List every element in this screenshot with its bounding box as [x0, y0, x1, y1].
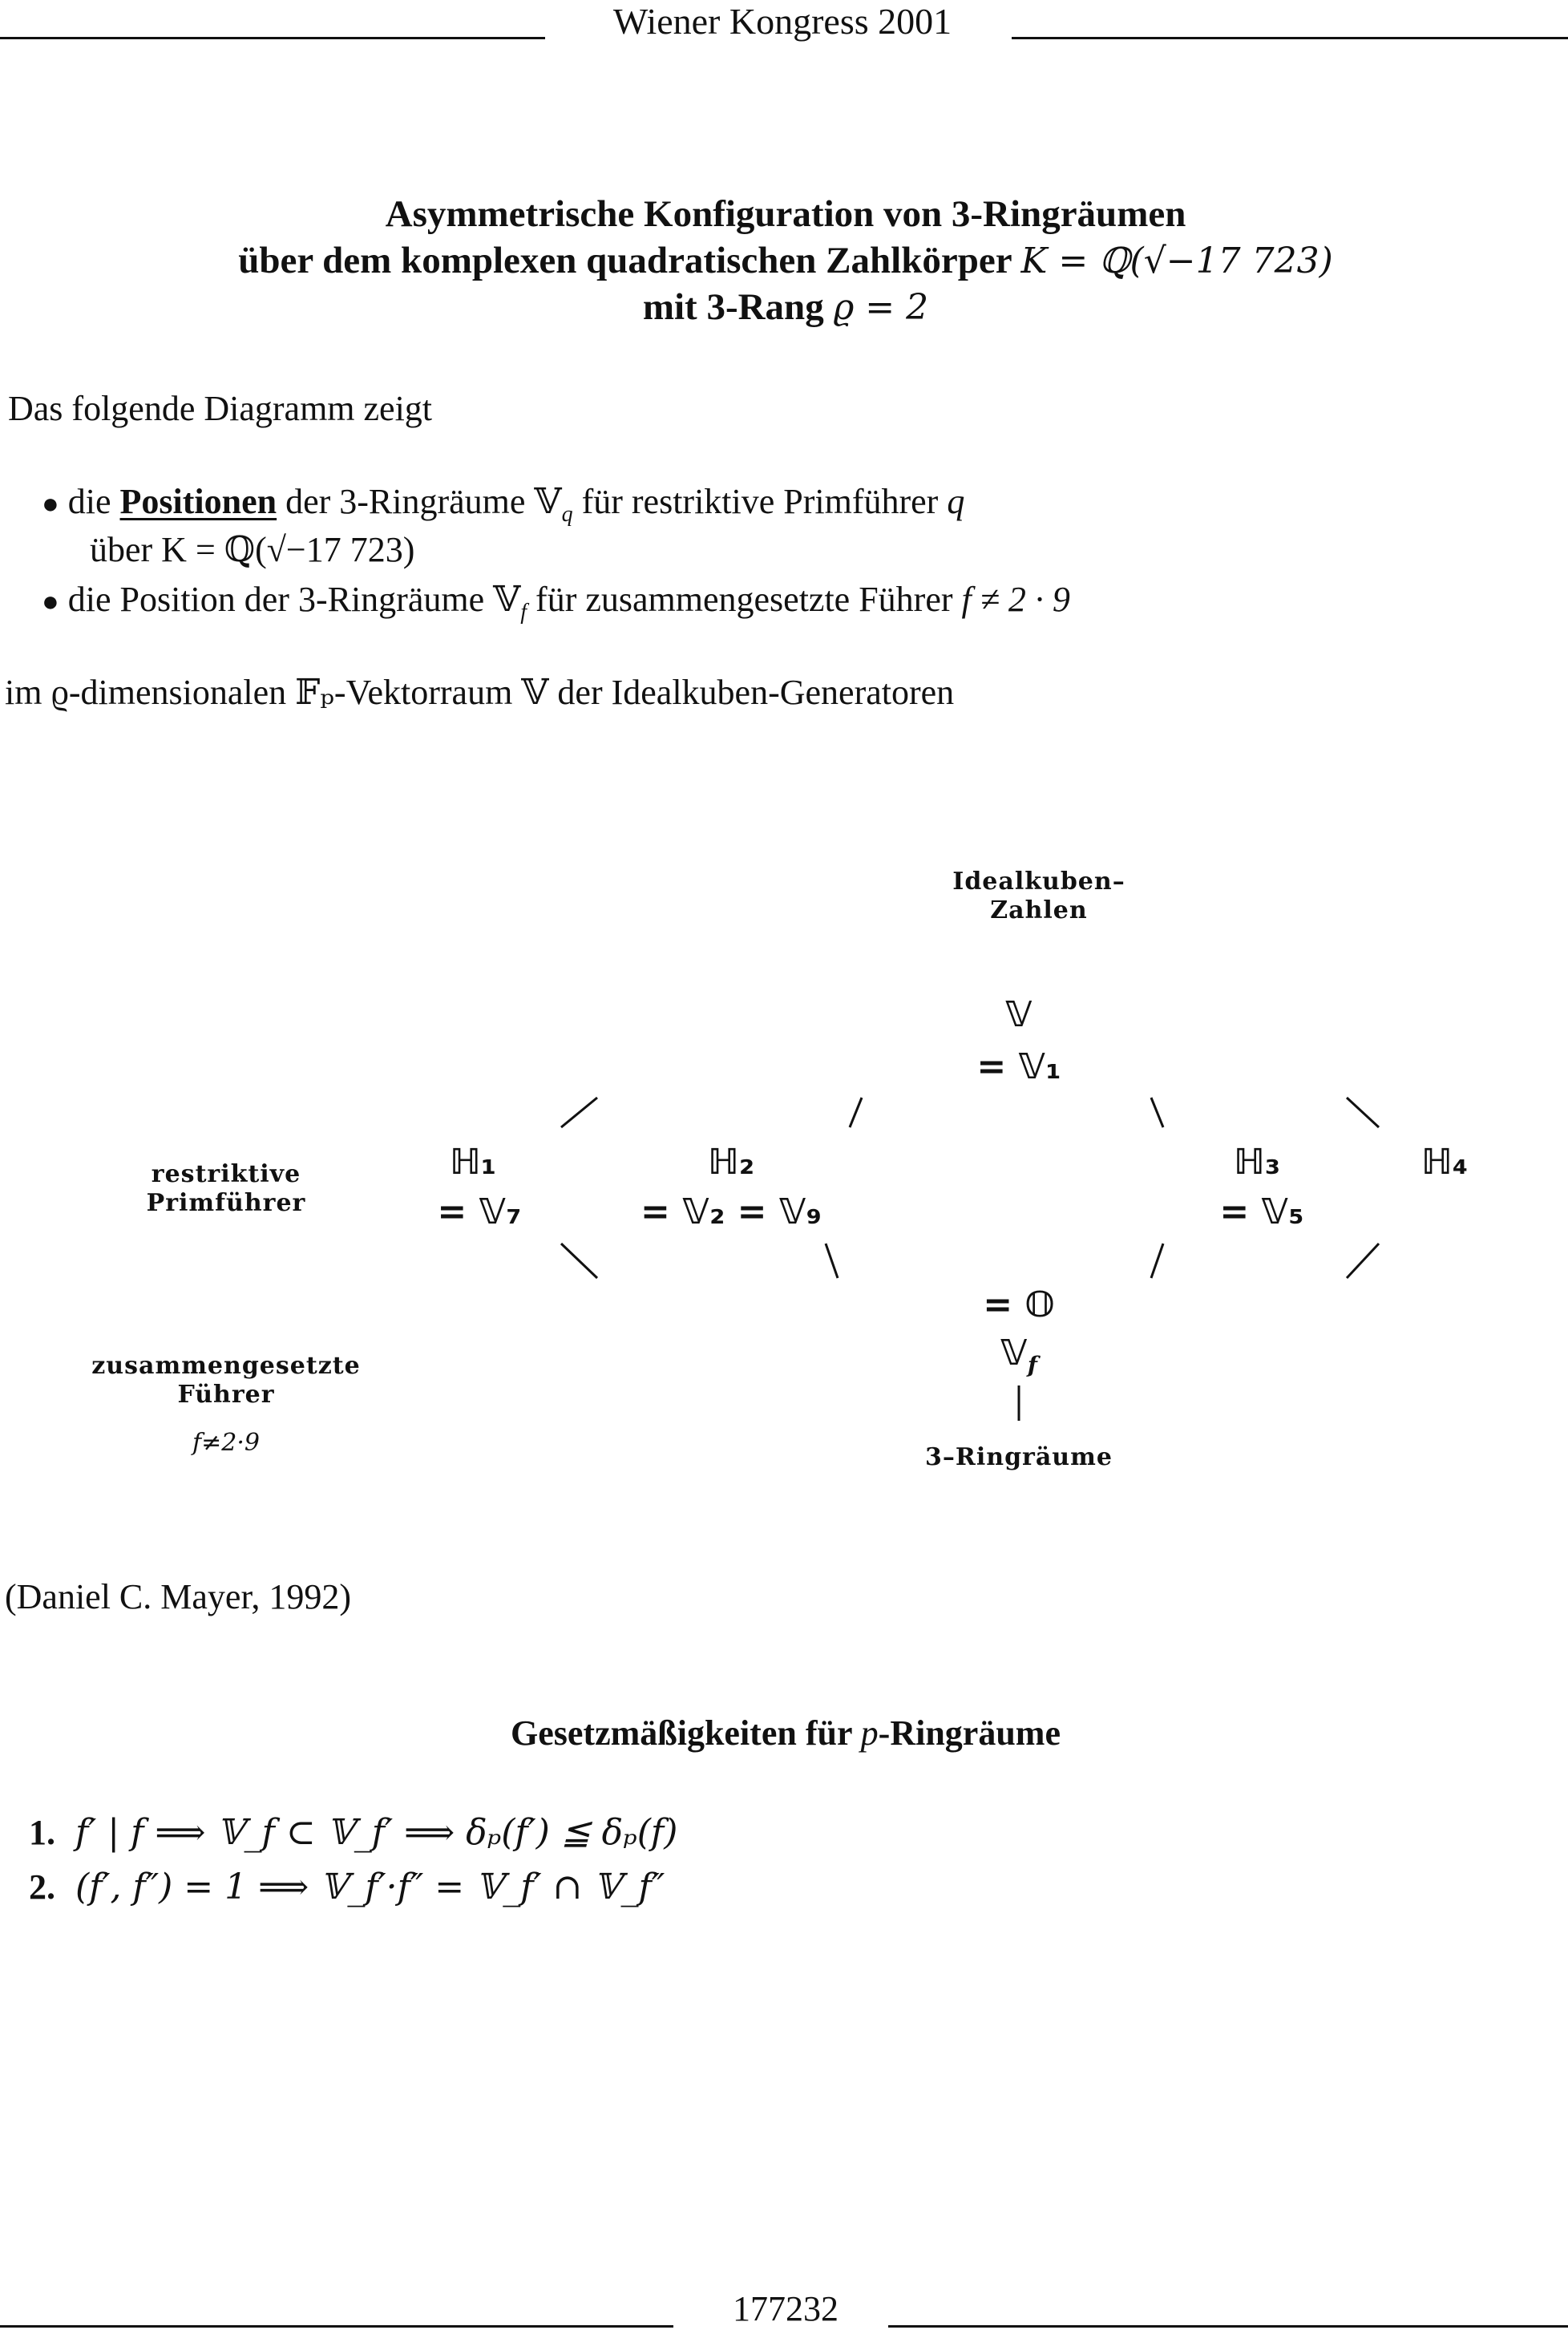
edge-V1-to-H3: [1151, 1098, 1163, 1127]
label-restriktive: restriktive Primführer: [146, 1160, 306, 1217]
edge-O-to-H3: [1151, 1244, 1163, 1278]
intro-text: Das folgende Diagramm zeigt: [8, 389, 433, 428]
law-item-2: 2. (f′, f″) = 1 ⟹ 𝕍_f′·f″ = 𝕍_f′ ∩ 𝕍_f″: [29, 1867, 665, 1907]
node-V-top: 𝕍: [1005, 994, 1033, 1035]
node-V1: = 𝕍₁: [976, 1046, 1061, 1087]
edge-H2-down: [826, 1244, 838, 1278]
page-number: 177232: [733, 2289, 839, 2328]
bullet-1: ● die Positionen der 3-Ringräume 𝕍$_q$ für restriktive Primführer q: [42, 482, 965, 527]
header-title: Wiener Kongress 2001: [612, 1, 952, 42]
attribution: (Daniel C. Mayer, 1992): [5, 1577, 352, 1616]
title-line2: über dem komplexen quadratischen Zahlkörper K = ℚ(√−17 723): [238, 240, 1333, 281]
laws-title: Gesetzmäßigkeiten für p-Ringräume: [511, 1713, 1061, 1753]
title-line1: Asymmetrische Konfiguration von 3-Ringräumen: [385, 193, 1186, 235]
edge-H1-down: [561, 1244, 597, 1278]
label-f-neq: f≠2·9: [192, 1429, 260, 1457]
node-H1: ℍ₁: [449, 1142, 497, 1183]
node-Vf: 𝕍$_f$: [1000, 1333, 1037, 1378]
bullet-1-line2: über K = ℚ(√−17 723): [90, 530, 415, 569]
bullet-2: ● die Position der 3-Ringräume 𝕍$_f$ für zusammengesetzte Führer f ≠ 2 · 9: [42, 580, 1070, 625]
label-idealkuben: Idealkuben– Zahlen: [952, 868, 1125, 924]
footer-rule-left: [0, 2325, 673, 2328]
node-H2: ℍ₂: [707, 1142, 755, 1183]
bullet-dot-icon: ●: [42, 585, 59, 617]
edge-H3-to-H4: [1347, 1098, 1379, 1127]
node-H4: ℍ₄: [1420, 1142, 1469, 1183]
edge-H1-to-H2: [561, 1098, 597, 1127]
node-V5: = 𝕍₅: [1219, 1191, 1304, 1232]
bullet-dot-icon: ●: [42, 487, 59, 520]
node-O: = 𝕆: [983, 1284, 1055, 1325]
edge-H4-down: [1347, 1244, 1379, 1278]
node-V2-V9: = 𝕍₂ = 𝕍₉: [641, 1191, 822, 1232]
node-V7: = 𝕍₇: [437, 1191, 522, 1232]
label-3-ringraeume: 3–Ringräume: [925, 1443, 1113, 1471]
edge-H2-to-V1: [850, 1098, 862, 1127]
vector-space-line: im ϱ-dimensionalen 𝔽ₚ-Vektorraum 𝕍 der Idealkuben-Generatoren: [5, 673, 955, 712]
label-zusammengesetzte: zusammengesetzte Führer: [91, 1352, 361, 1409]
law-item-1: 1. f′ | f ⟹ 𝕍_f ⊂ 𝕍_f′ ⟹ δₚ(f′) ≦ δₚ(f): [29, 1812, 678, 1853]
footer-rule-right: [888, 2325, 1568, 2328]
title-line3: mit 3-Rang ϱ = 2: [642, 286, 929, 328]
node-H3: ℍ₃: [1233, 1142, 1281, 1183]
